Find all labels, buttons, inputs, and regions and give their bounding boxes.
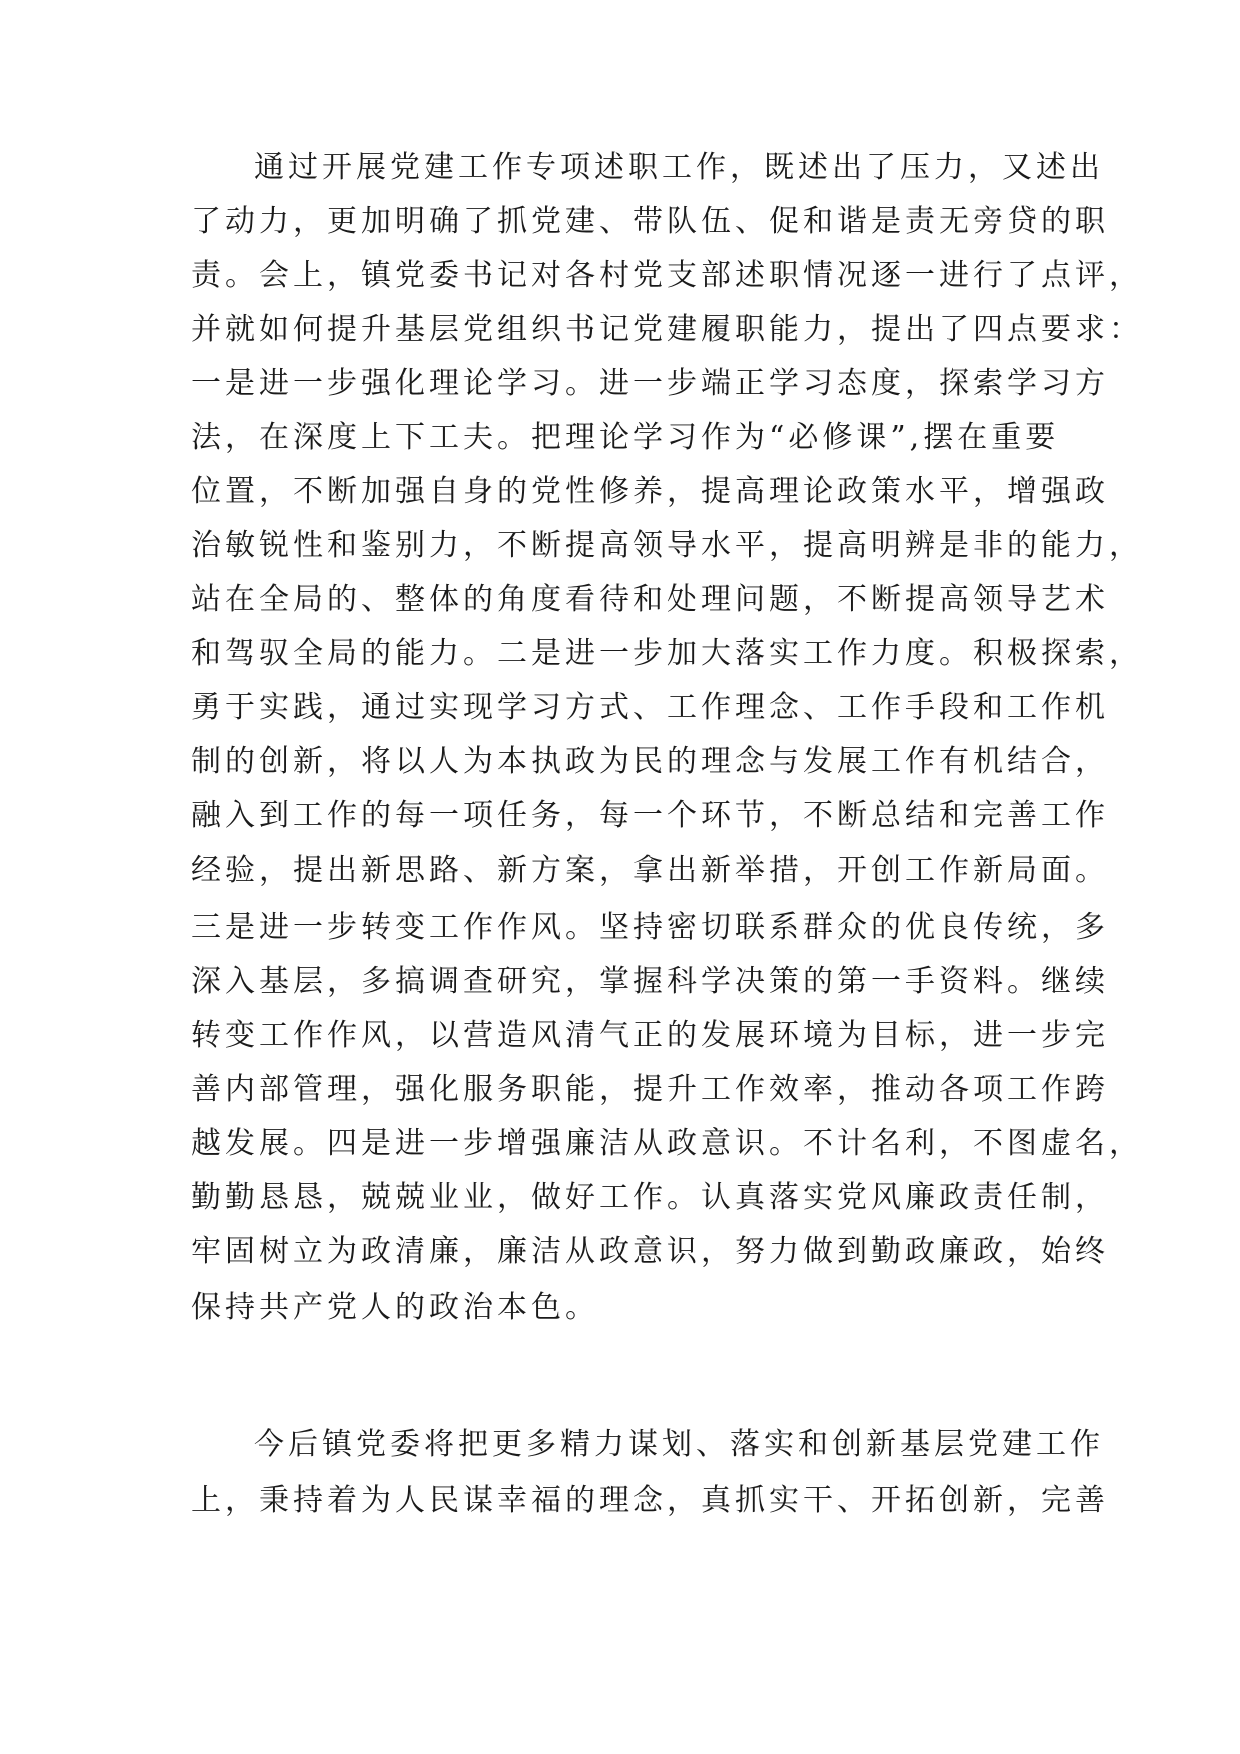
text-line: 经验，提出新思路、新方案，拿出新举措，开创工作新局面。 bbox=[191, 853, 1109, 888]
text-line: 通过开展党建工作专项述职工作，既述出了压力，又述出 bbox=[254, 150, 1104, 185]
text-line: 了动力，更加明确了抓党建、带队伍、促和谐是责无旁贷的职 bbox=[191, 204, 1109, 239]
text-line: 上，秉持着为人民谋幸福的理念，真抓实干、开拓创新，完善 bbox=[191, 1483, 1109, 1518]
text-line: 治敏锐性和鉴别力，不断提高领导水平，提高明辨是非的能力， bbox=[191, 528, 1143, 563]
text-line: 一是进一步强化理论学习。进一步端正学习态度，探索学习方 bbox=[191, 366, 1109, 401]
text-line: 深入基层，多搞调查研究，掌握科学决策的第一手资料。继续 bbox=[191, 964, 1109, 999]
text-line: 三是进一步转变工作作风。坚持密切联系群众的优良传统，多 bbox=[191, 910, 1109, 945]
text-line: 和驾驭全局的能力。二是进一步加大落实工作力度。积极探索， bbox=[191, 636, 1143, 671]
text-line: 制的创新，将以人为本执政为民的理念与发展工作有机结合， bbox=[191, 744, 1109, 779]
text-line: 勤勤恳恳，兢兢业业，做好工作。认真落实党风廉政责任制， bbox=[191, 1180, 1109, 1215]
text-line: 今后镇党委将把更多精力谋划、落实和创新基层党建工作 bbox=[254, 1427, 1104, 1462]
text-line: 越发展。四是进一步增强廉洁从政意识。不计名利，不图虚名， bbox=[191, 1126, 1143, 1161]
text-line: 牢固树立为政清廉，廉洁从政意识，努力做到勤政廉政，始终 bbox=[191, 1234, 1109, 1269]
text-line: 位置，不断加强自身的党性修养，提高理论政策水平，增强政 bbox=[191, 474, 1109, 509]
text-line: 勇于实践，通过实现学习方式、工作理念、工作手段和工作机 bbox=[191, 690, 1109, 725]
text-line: 融入到工作的每一项任务，每一个环节，不断总结和完善工作 bbox=[191, 798, 1109, 833]
text-line: 法，在深度上下工夫。把理论学习作为“必修课”,摆在重要 bbox=[191, 420, 1060, 455]
text-line: 保持共产党人的政治本色。 bbox=[191, 1290, 599, 1325]
text-line: 站在全局的、整体的角度看待和处理问题，不断提高领导艺术 bbox=[191, 582, 1109, 617]
text-line: 并就如何提升基层党组织书记党建履职能力，提出了四点要求： bbox=[191, 312, 1143, 347]
text-line: 转变工作作风，以营造风清气正的发展环境为目标，进一步完 bbox=[191, 1018, 1109, 1053]
text-line: 责。会上，镇党委书记对各村党支部述职情况逐一进行了点评， bbox=[191, 258, 1143, 293]
text-line: 善内部管理，强化服务职能，提升工作效率，推动各项工作跨 bbox=[191, 1072, 1109, 1107]
